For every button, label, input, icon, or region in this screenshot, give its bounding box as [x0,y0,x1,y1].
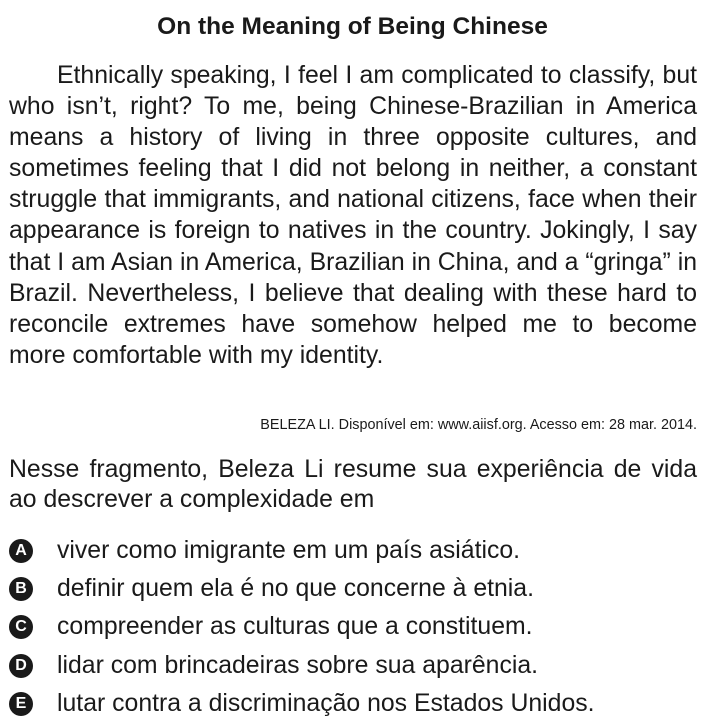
option-e[interactable] [9,685,699,723]
option-d[interactable] [9,647,699,685]
option-c[interactable] [9,608,699,646]
passage-text: Ethnically speaking, I feel I am complicated to classify, but who isn’t, right? To me, being Chinese-Brazilian in America means a history of living in three opposite cultures, and sometimes feeling that I did not belong in neither, a constant struggle that immigrants, and national citizens, face when their appearance is foreign to natives in the country. Jokingly, I say that I am Asian in America, Brazilian in China, and a “gringa” in Brazil. Nevertheless, I believe that dealing with these hard to reconcile extremes have somehow helped me to become more comfortable with my identity. [9,62,697,369]
option-c-letter-badge: C [9,615,33,639]
option-d-letter-badge: D [9,654,33,678]
option-b-letter-badge: B [9,577,33,601]
option-c-text: compreender as culturas que a constituem. [57,613,533,641]
source-citation: BELEZA LI. Disponível em: www.aiisf.org. Acesso em: 28 mar. 2014. [260,417,697,433]
answer-options [9,532,699,723]
option-d-text: lidar com brincadeiras sobre sua aparência. [57,651,539,679]
option-a-letter-badge: A [9,539,33,563]
question-stem: Nesse fragmento, Beleza Li resume sua experiência de vida ao descrever a complexidade em [9,456,697,513]
option-e-letter-badge: E [9,692,33,716]
option-b[interactable] [9,570,699,608]
option-b-text: definir quem ela é no que concerne à etnia. [57,575,534,603]
option-a[interactable] [9,532,699,570]
option-e-text: lutar contra a discriminação nos Estados Unidos. [57,689,595,717]
option-a-text: viver como imigrante em um país asiático. [57,537,521,565]
passage-title: On the Meaning of Being Chinese [157,13,548,40]
